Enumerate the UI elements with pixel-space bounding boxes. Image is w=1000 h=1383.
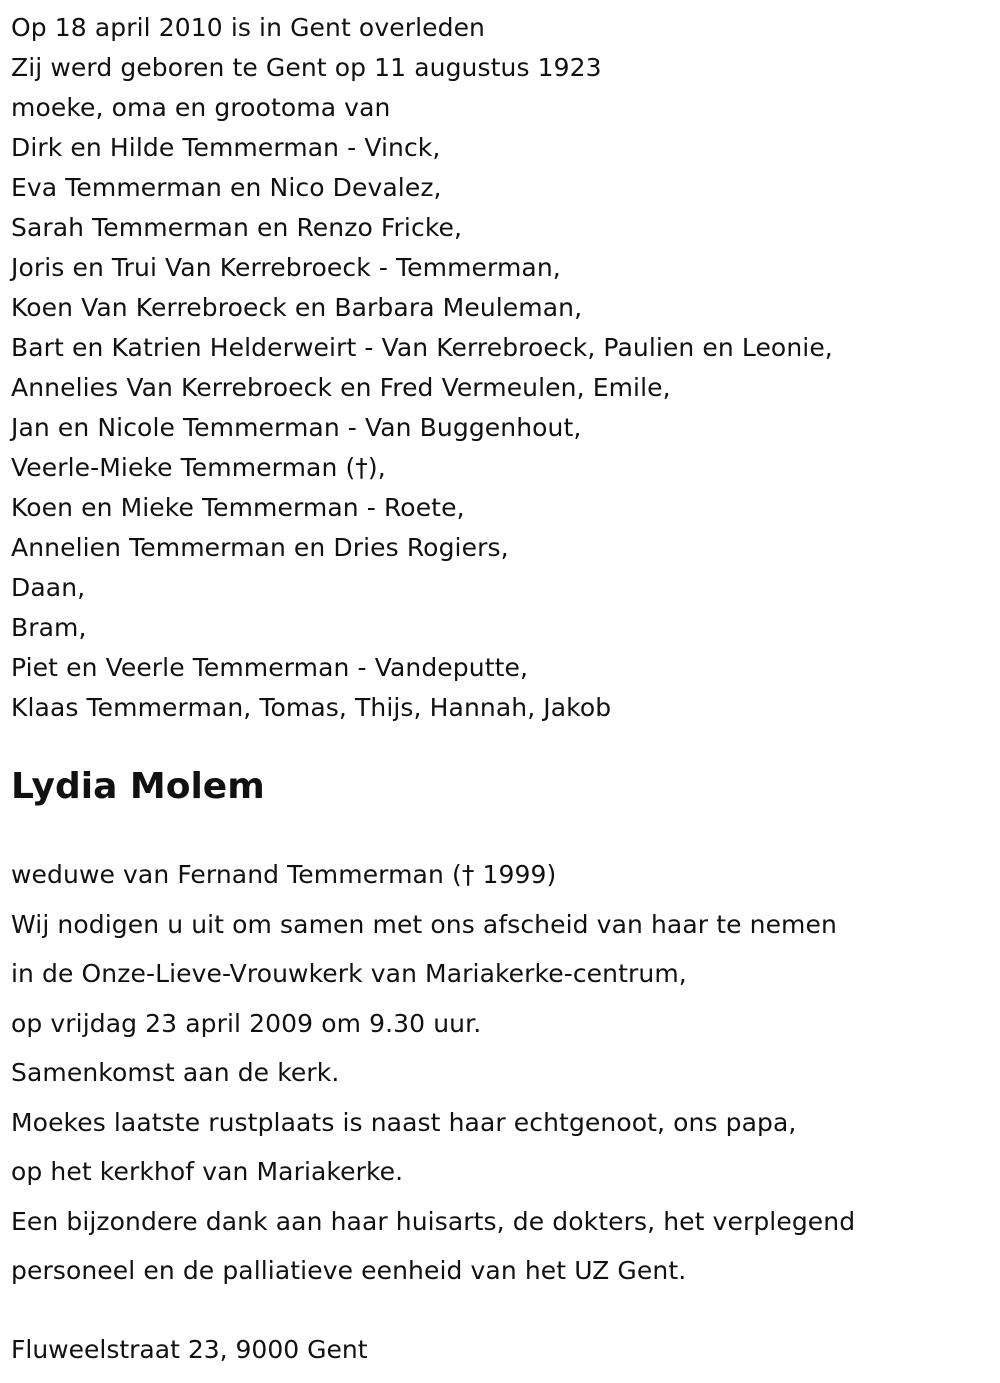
family-line: Jan en Nicole Temmerman - Van Buggenhout, xyxy=(11,413,582,442)
intro-line-birth: Zij werd geboren te Gent op 11 augustus 1923 xyxy=(11,53,602,82)
thanks-line-continued: personeel en de palliatieve eenheid van het UZ Gent. xyxy=(11,1256,687,1285)
intro-line-death: Op 18 april 2010 is in Gent overleden xyxy=(11,13,485,42)
obituary-notice xyxy=(11,0,991,1364)
date-time-line: op vrijdag 23 april 2009 om 9.30 uur. xyxy=(11,1008,482,1038)
family-line: Koen en Mieke Temmerman - Roete, xyxy=(11,493,465,522)
invitation-line: Wij nodigen u uit om samen met ons afscheid van haar te nemen xyxy=(11,909,837,939)
intro-line-relations: moeke, oma en grootoma van xyxy=(11,93,391,122)
thanks-line: Een bijzondere dank aan haar huisarts, de dokters, het verplegend xyxy=(11,1206,856,1236)
cemetery-line: op het kerkhof van Mariakerke. xyxy=(11,1157,404,1186)
family-line: Veerle-Mieke Temmerman (†), xyxy=(11,453,386,482)
family-line: Klaas Temmerman, Tomas, Thijs, Hannah, Jakob xyxy=(11,693,612,722)
widow-line: weduwe van Fernand Temmerman († 1999) xyxy=(11,860,557,889)
resting-place-line: Moekes laatste rustplaats is naast haar echtgenoot, ons papa, xyxy=(11,1107,797,1137)
details-section xyxy=(11,850,855,1296)
family-line: Annelien Temmerman en Dries Rogiers, xyxy=(11,533,509,562)
family-line: Koen Van Kerrebroeck en Barbara Meuleman, xyxy=(11,293,583,322)
church-line: in de Onze-Lieve-Vrouwkerk van Mariakerke-centrum, xyxy=(11,959,687,988)
intro-section xyxy=(11,0,991,728)
family-line: Daan, xyxy=(11,573,86,602)
family-line: Piet en Veerle Temmerman - Vandeputte, xyxy=(11,653,529,682)
family-line: Bram, xyxy=(11,613,87,642)
family-line: Eva Temmerman en Nico Devalez, xyxy=(11,173,442,202)
family-line: Joris en Trui Van Kerrebroeck - Temmerman, xyxy=(11,253,561,282)
family-line: Annelies Van Kerrebroeck en Fred Vermeulen, Emile, xyxy=(11,373,671,402)
family-line: Dirk en Hilde Temmerman - Vinck, xyxy=(11,133,441,162)
deceased-name: Lydia Molem xyxy=(11,766,265,807)
family-line: Bart en Katrien Helderweirt - Van Kerrebroeck, Paulien en Leonie, xyxy=(11,333,833,362)
family-line: Sarah Temmerman en Renzo Fricke, xyxy=(11,213,463,242)
address: Fluweelstraat 23, 9000 Gent xyxy=(11,1335,368,1364)
gathering-line: Samenkomst aan de kerk. xyxy=(11,1058,340,1087)
